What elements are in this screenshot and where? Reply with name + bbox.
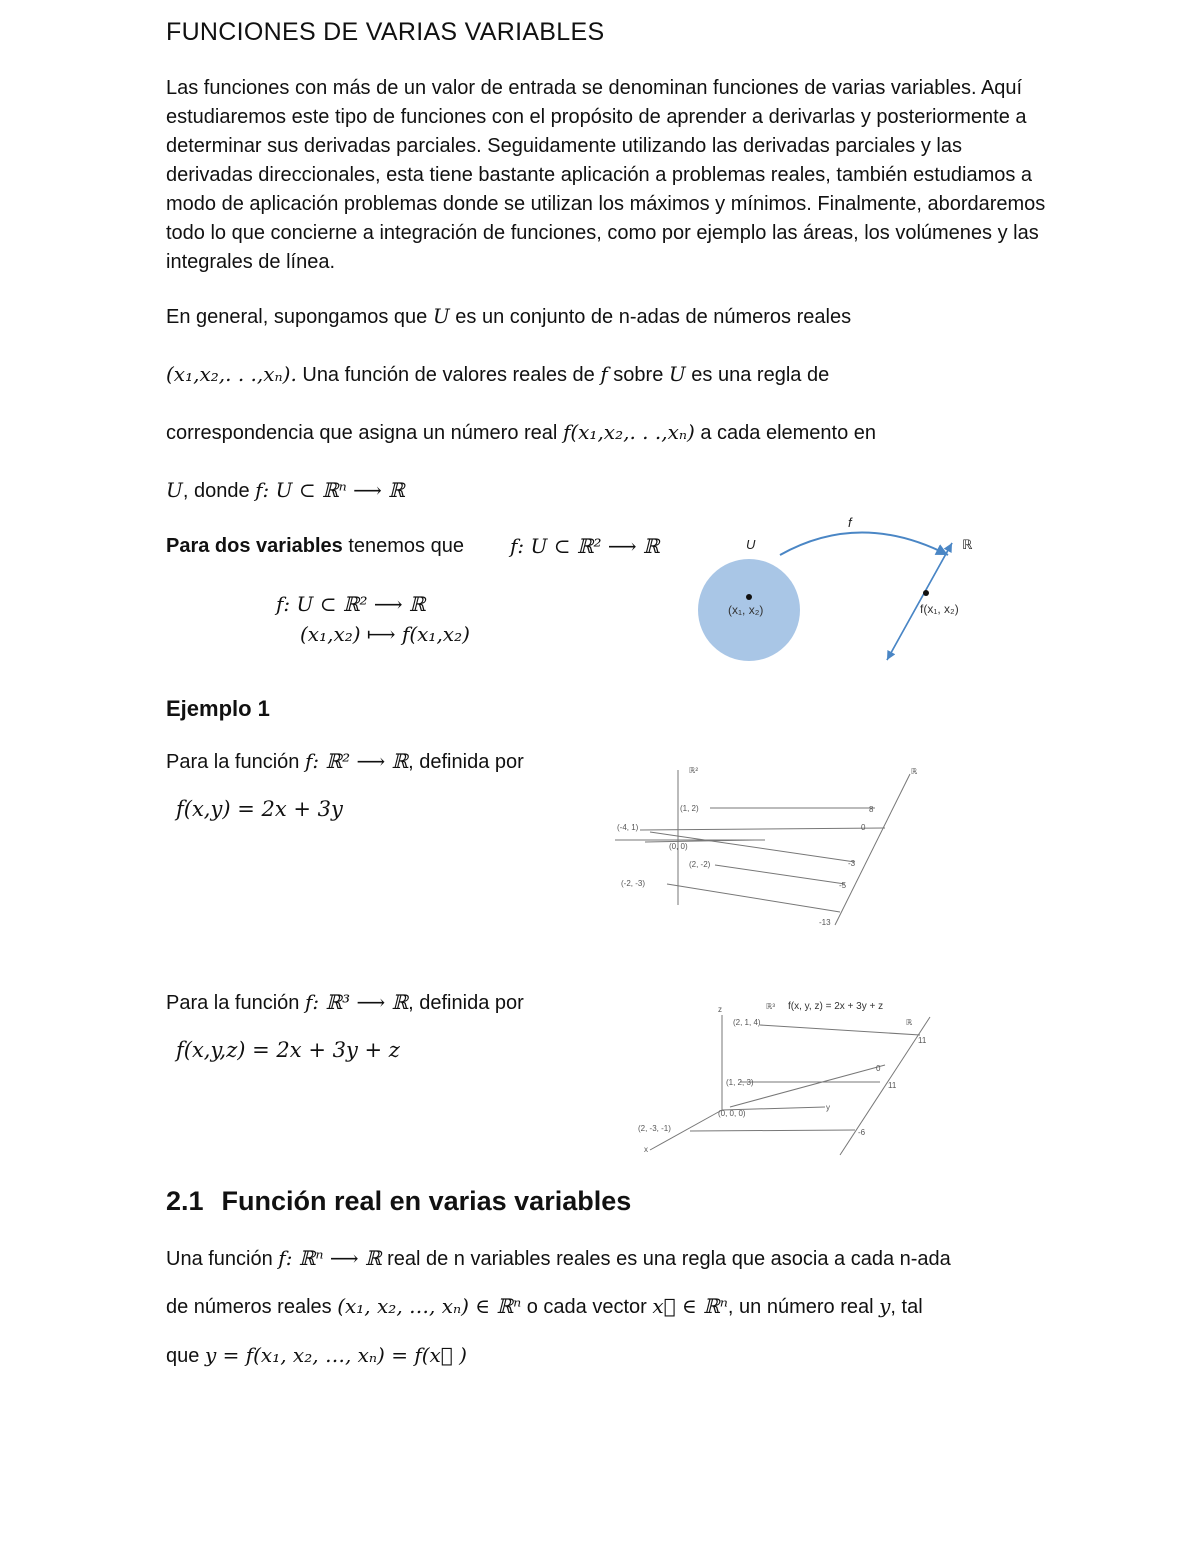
value-2: 11 — [888, 1081, 897, 1090]
example-heading: Ejemplo 1 — [166, 696, 270, 721]
domain-label: ℝ² — [689, 766, 698, 775]
value-3: -3 — [848, 859, 856, 868]
point-4: (2, -2) — [689, 860, 711, 869]
value-2: 0 — [861, 823, 866, 832]
two-vars-formula: f: U ⊂ ℝ² ⟶ ℝ — [510, 534, 660, 558]
section-heading — [166, 1186, 631, 1217]
section-line-3: que y = f(x₁, x₂, …, xₙ) = f(x⃗ ) — [166, 1343, 467, 1367]
point-5: (-2, -3) — [621, 879, 645, 888]
y-axis-label: y — [826, 1103, 830, 1112]
example-formula-1: f(x,y) = 2x + 3y — [176, 797, 343, 821]
formula-label: f(x, y, z) = 2x + 3y + z — [788, 1001, 884, 1012]
intro-paragraph: Las funciones con más de un valor de entrada se denominan funciones de varias variables. Aquí estudiaremos este tipo de funciones con el propósito de aprender a derivarlas y posteriormente a determinar sus derivadas parciales. Seguidamente utilizando las derivadas parciales y las derivadas direccionales, esta tiene bastante aplicación a problemas reales, también estudiamos a modo de aplicación problemas donde se utilizan los máximos y mínimos. Finalmente, abordaremos todo lo que concierne a integración de funciones, como por ejemplo las áreas, los volúmenes y las integrales de línea. — [166, 77, 1046, 273]
range-line — [840, 1017, 930, 1155]
point-3: (0, 0) — [669, 842, 688, 851]
map-arrow-label: f — [848, 515, 852, 530]
point-1: (2, 1, 4) — [733, 1018, 761, 1027]
x-axis-label: x — [644, 1145, 648, 1154]
section-title: Función real en varias variables — [221, 1186, 632, 1216]
map-line-4 — [715, 865, 845, 884]
two-vars-label: Para dos variables tenemos que — [166, 535, 464, 557]
set-label: U — [746, 537, 756, 552]
example-line-2: Para la función f: ℝ³ ⟶ ℝ, definida por — [166, 990, 524, 1014]
domain-point-label: (x₁, x₂) — [728, 603, 764, 617]
range-label: ℝ — [906, 1018, 913, 1027]
mapping-diagram — [690, 505, 1010, 670]
section-line-1: Una función f: ℝⁿ ⟶ ℝ real de n variables reales es una regla que asocia a cada n-ada — [166, 1246, 951, 1270]
page-title: FUNCIONES DE VARIAS VARIABLES — [166, 18, 605, 46]
real-line-label: ℝ — [962, 537, 973, 552]
map-line-5 — [667, 884, 840, 912]
general-line-2: (x₁,x₂,. . .,xₙ). Una función de valores reales de f sobre U es una regla de — [166, 362, 830, 386]
example2-diagram — [630, 995, 960, 1160]
z-axis-label: z — [718, 1005, 722, 1014]
point-2: (-4, 1) — [617, 823, 639, 832]
point-1: (1, 2) — [680, 804, 699, 813]
general-line-4: U, donde f: U ⊂ ℝⁿ ⟶ ℝ — [166, 478, 405, 502]
value-5: -13 — [819, 918, 831, 927]
domain-label: ℝ³ — [766, 1002, 775, 1011]
value-3: 0 — [876, 1064, 881, 1073]
section-number: 2.1 — [166, 1186, 204, 1216]
map-line-4 — [690, 1130, 855, 1131]
section-line-2: de números reales (x₁, x₂, …, xₙ) ∈ ℝⁿ o cada vector x⃗ ∈ ℝⁿ, un número real y, tal — [166, 1294, 923, 1318]
two-vars-map-line-1: f: U ⊂ ℝ² ⟶ ℝ — [276, 592, 426, 616]
general-line-3: correspondencia que asigna un número real f(x₁,x₂,. . .,xₙ) a cada elemento en — [166, 420, 877, 444]
point-2: (1, 2, 3) — [726, 1078, 754, 1087]
range-label: ℝ — [911, 767, 918, 776]
value-1: 8 — [869, 805, 874, 814]
point-3: (0, 0, 0) — [718, 1109, 746, 1118]
image-point-label: f(x₁, x₂) — [920, 602, 959, 616]
point-4: (2, -3, -1) — [638, 1124, 671, 1133]
general-line-1: En general, supongamos que U es un conjunto de n-adas de números reales — [166, 304, 852, 328]
example-line-1: Para la función f: ℝ² ⟶ ℝ, definida por — [166, 749, 524, 773]
map-line-2 — [640, 828, 885, 830]
example1-diagram — [605, 760, 935, 935]
map-line-1 — [760, 1025, 920, 1035]
example-formula-2: f(x,y,z) = 2x + 3y + z — [176, 1038, 400, 1062]
two-vars-map-line-2: (x₁,x₂) ⟼ f(x₁,x₂) — [300, 622, 470, 646]
range-line — [835, 774, 910, 925]
value-1: 11 — [918, 1036, 927, 1045]
domain-point — [746, 594, 752, 600]
map-arrow — [780, 533, 948, 556]
image-point — [923, 590, 929, 596]
value-4: -6 — [858, 1128, 866, 1137]
value-4: -5 — [839, 881, 847, 890]
